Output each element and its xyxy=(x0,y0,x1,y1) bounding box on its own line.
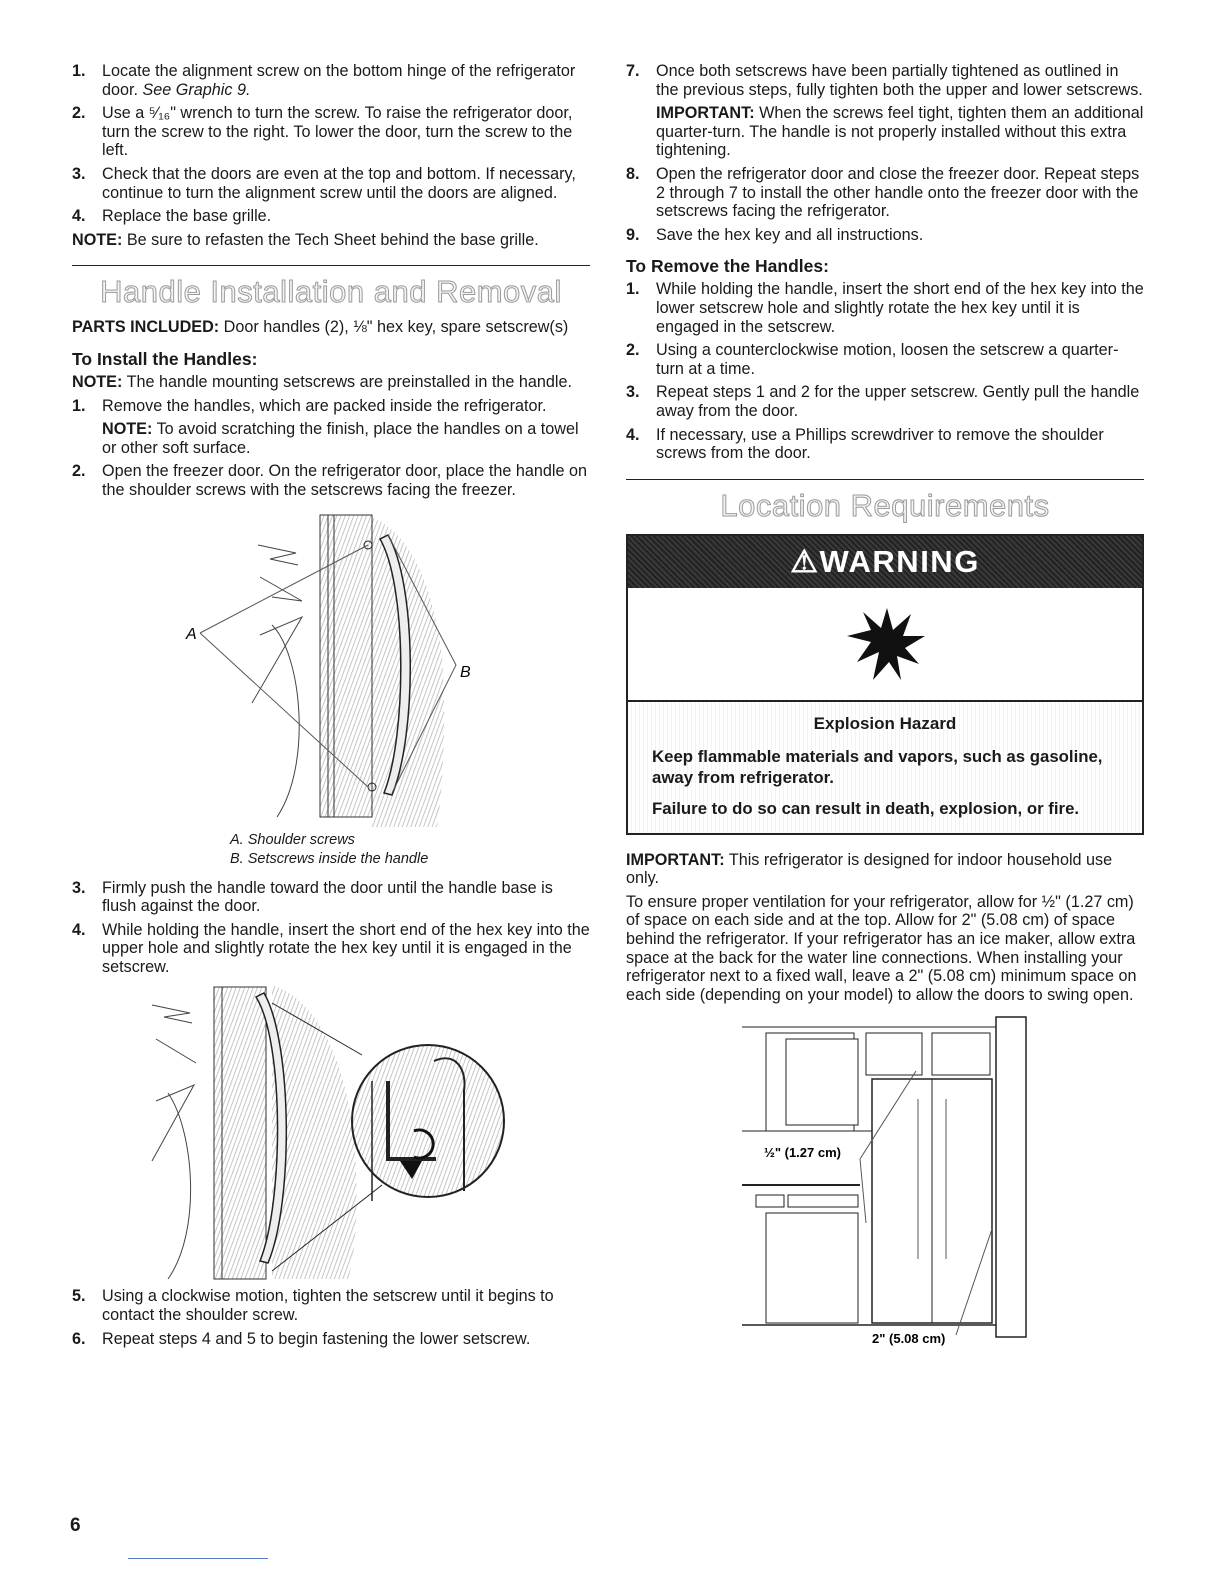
list-item: 1. While holding the handle, insert the short end of the hex key into the lower setscrew hole and slightly rotate the hex key until it is engaged in the setscrew. xyxy=(626,280,1144,336)
warning-line-2: Failure to do so can result in death, explosion, or fire. xyxy=(652,798,1080,818)
install-steps-final xyxy=(72,1287,590,1348)
caption-b: B. Setscrews inside the handle xyxy=(230,850,429,867)
clearance-illustration xyxy=(626,1009,1144,1347)
alignment-steps xyxy=(72,62,590,226)
install-steps-cont xyxy=(72,879,590,977)
section-divider xyxy=(72,265,590,266)
install-heading: To Install the Handles: xyxy=(72,348,258,369)
right-column xyxy=(626,62,1144,1351)
footer-rule xyxy=(128,1558,268,1559)
list-item: 2. Open the freezer door. On the refrigerator door, place the handle on the shoulder screws with the setscrews facing the freezer. xyxy=(72,462,588,499)
list-item: 2. Using a counterclockwise motion, loosen the setscrew a quarter-turn at a time. xyxy=(626,341,1119,378)
important-note: IMPORTANT: This refrigerator is designed for indoor household use only. xyxy=(626,850,1113,888)
caption-a: A. Shoulder screws xyxy=(230,831,355,848)
section-divider xyxy=(626,479,1144,480)
install-steps-right xyxy=(626,62,1144,244)
install-note: NOTE: The handle mounting setscrews are preinstalled in the handle. xyxy=(72,372,572,391)
warning-title: Explosion Hazard xyxy=(813,713,957,733)
warning-header: ⚠WARNING xyxy=(628,536,1142,588)
list-item: 3. Check that the doors are even at the top and bottom. If necessary, continue to turn the alignment screw until the doors are aligned. xyxy=(72,164,576,202)
figure-caption xyxy=(72,831,590,869)
list-item: 3. Repeat steps 1 and 2 for the upper setscrew. Gently pull the handle away from the door. xyxy=(626,383,1140,420)
install-steps xyxy=(72,397,590,500)
tech-sheet-note: NOTE: Be sure to refasten the Tech Sheet behind the base grille. xyxy=(72,230,539,249)
warning-box xyxy=(626,534,1144,835)
list-item: 6. Repeat steps 4 and 5 to begin fastening the lower setscrew. xyxy=(72,1329,531,1348)
remove-steps xyxy=(626,280,1144,462)
list-item: 1. Remove the handles, which are packed inside the refrigerator. NOTE: To avoid scratching the finish, place the handles on a towel or other soft surface. xyxy=(72,396,579,457)
list-item: 2. Use a ⁵⁄₁₆" wrench to turn the screw. To raise the refrigerator door, turn the screw to the right. To lower the door, turn the screw to the left. xyxy=(72,104,573,160)
left-column xyxy=(72,62,590,1353)
list-item: 3. Firmly push the handle toward the door until the handle base is flush against the door. xyxy=(72,878,553,916)
label-two-inch: 2" (5.08 cm) xyxy=(872,1331,946,1347)
page-number: 6 xyxy=(70,1515,81,1536)
list-item: 8. Open the refrigerator door and close the freezer door. Repeat steps 2 through 7 to install the other handle onto the freezer door with the setscrews facing the refrigerator. xyxy=(626,164,1140,221)
handle-install-illustration xyxy=(72,505,590,827)
section-title-handles: Handle Installation and Removal xyxy=(100,274,562,310)
list-item: 4. If necessary, use a Phillips screwdriver to remove the shoulder screws from the door. xyxy=(626,425,1104,463)
label-a: A xyxy=(186,625,197,643)
section-title-location: Location Requirements xyxy=(720,487,1050,523)
ventilation-text: To ensure proper ventilation for your refrigerator, allow for ½" (1.27 cm) of space on each side and at the top. Allow for 2" (5.08 cm) of space behind the refrigerator. If your refrigerator has an ice maker, allow extra space at the back for the water line connections. When installing your refrigerator next to a fixed wall, leave a 2" (5.08 cm) minimum space on each side (depending on your model) to allow the doors to swing open. xyxy=(626,892,1137,1004)
remove-heading: To Remove the Handles: xyxy=(626,256,829,277)
warning-line-1: Keep flammable materials and vapors, such as gasoline, away from refrigerator. xyxy=(652,746,1103,787)
list-item: 5. Using a clockwise motion, tighten the setscrew until it begins to contact the shoulder screw. xyxy=(72,1287,554,1325)
list-item: 7. Once both setscrews have been partially tightened as outlined in the previous steps, fully tighten both the upper and lower setscrews. IMPORTANT: When the screws feel tight, tighten them an additional quarter-turn. The handle is not properly installed without this extra tightening. xyxy=(626,62,1144,160)
label-half-inch: ½" (1.27 cm) xyxy=(764,1145,841,1161)
list-item: 4. While holding the handle, insert the short end of the hex key into the upper hole and slightly rotate the hex key until it is engaged in the setscrew. xyxy=(72,920,590,976)
hex-key-illustration xyxy=(72,981,590,1283)
list-item: 4. Replace the base grille. xyxy=(72,207,272,226)
label-b: B xyxy=(460,663,471,681)
parts-included: PARTS INCLUDED: Door handles (2), ⅛" hex key, spare setscrew(s) xyxy=(72,318,569,337)
explosion-icon xyxy=(628,588,1142,702)
list-item: 1. Locate the alignment screw on the bottom hinge of the refrigerator door. See Graphic 9. xyxy=(72,62,576,99)
warning-body xyxy=(628,702,1142,833)
list-item: 9. Save the hex key and all instructions. xyxy=(626,225,924,244)
warning-triangle-icon: ⚠ xyxy=(790,543,820,579)
